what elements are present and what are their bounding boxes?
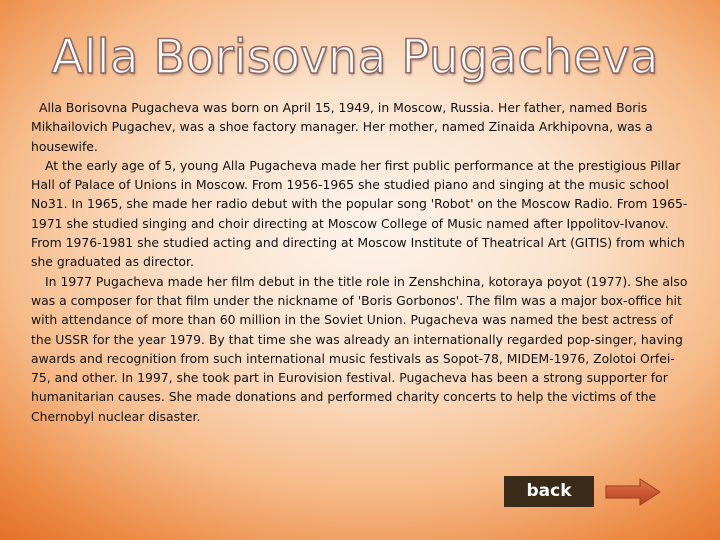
biography-text [31,98,691,426]
right-arrow-icon[interactable] [604,477,662,507]
paragraph-education: At the early age of 5, young Alla Pugacheva made her first public performance at the prestigious Pillar Hall of Palace of Unions in Moscow. From 1956-1965 she studied piano and singing at the music school No31. In 1965, she made her radio debut with the popular song 'Robot' on the Moscow Radio. From 1965-1971 she studied singing and choir directing at Moscow College of Music named after Ippolitov-Ivanov. From 1976-1981 she studied acting and directing at Moscow Institute of Theatrical Art (GITIS) from which she graduated as director. [31,157,688,270]
slide-title: Alla Borisovna Pugacheva [51,30,659,85]
paragraph-birth: Alla Borisovna Pugacheva was born on April 15, 1949, in Moscow, Russia. Her father, named Boris Mikhailovich Pugachev, was a shoe factory manager. Her mother, named Zinaida Arkhipovna, was a housewife. [31,100,653,154]
back-button[interactable]: back [504,476,594,507]
paragraph-career: In 1977 Pugacheva made her film debut in the title role in Zenshchina, kotoraya poyot (1977). She also was a composer for that film under the nickname of 'Boris Gorbonos'. The film was a major box-office hit with attendance of more than 60 million in the Soviet Union. Pugacheva was named the best actress of the USSR for the year 1979. By that time she was already an internationally regarded pop-singer, having awards and recognition from such international music festivals as Sopot-78, MIDEM-1976, Zolotoi Orfei-75, and other. In 1997, she took part in Eurovision festival. Pugacheva has been a strong supporter for humanitarian causes. She made donations and performed charity concerts to help the victims of the Chernobyl nuclear disaster. [31,273,688,424]
